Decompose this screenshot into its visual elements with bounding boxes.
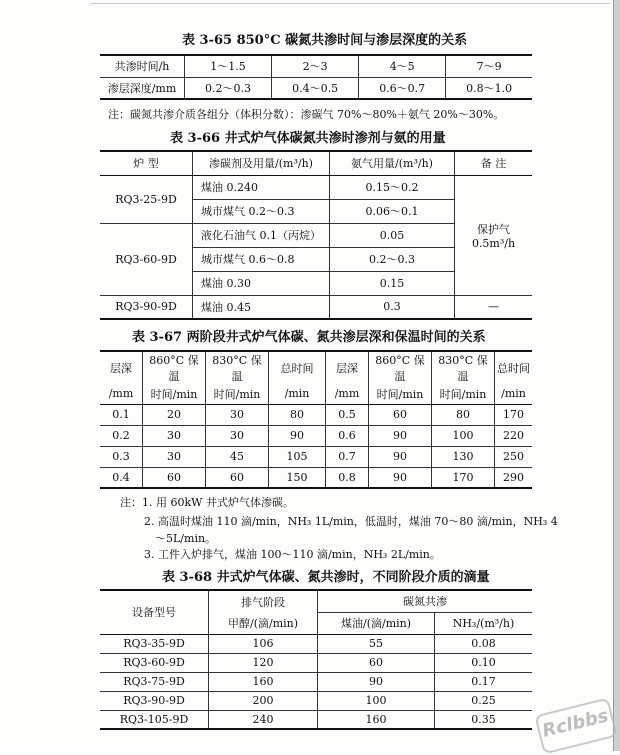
table-cell: 0.3 [100, 446, 143, 467]
table-cell: 100 [432, 425, 495, 446]
table-3-66-caption: 表 3-66 井式炉气体碳氮共渗时渗剂与氨的用量 [170, 131, 446, 146]
page-edge [613, 0, 620, 751]
table-3-67-caption: 表 3-67 两阶段井式炉气体碳、氮共渗层深和保温时间的关系 [132, 330, 486, 345]
table-cell: 0.2 [100, 425, 143, 446]
column-header: 氨气用量/(m³/h) [330, 151, 455, 175]
table-cell: 45 [206, 446, 269, 467]
table-cell: 240 [209, 710, 318, 729]
table-cell: 煤油 0.30 [193, 271, 330, 295]
table-cell: 90 [369, 446, 432, 467]
table-cell: 0.15 [330, 271, 455, 295]
table-cell: 城市煤气 0.2～0.3 [193, 199, 330, 223]
column-header: /min [495, 384, 533, 404]
remark-cell: 保护气 0.5m³/h [455, 175, 533, 295]
table-cell: 290 [495, 467, 533, 488]
table-cell: 80 [269, 404, 326, 425]
table-row [100, 672, 532, 691]
furnace-cell: RQ3-25-9D [100, 175, 193, 223]
table-cell: 200 [209, 691, 318, 710]
table-3-66 [100, 150, 532, 320]
table-header-row [100, 590, 532, 612]
table-cell: RQ3-60-9D [100, 653, 209, 672]
table-cell: 0.10 [435, 653, 533, 672]
table-cell: 150 [269, 467, 326, 488]
table-cell: 105 [269, 446, 326, 467]
table-cell: 0.15～0.2 [330, 175, 455, 199]
table-cell: 106 [209, 634, 318, 653]
table-row [100, 404, 532, 425]
table-3-65 [100, 54, 532, 100]
table-3-65-note: 注：碳氮共渗介质各组分（体积分数）：渗碳气 70%～80%＋氨气 20%～30%。 [108, 108, 505, 121]
column-header: 碳氮共渗 [318, 590, 533, 612]
table-cell: 0.5 [326, 404, 369, 425]
table-row [100, 295, 532, 319]
row-label: 共渗时间/h [100, 55, 185, 77]
table-cell: 0.4～0.5 [272, 77, 359, 99]
column-header: 层深 [326, 351, 369, 384]
column-header: 860°C 保温 [369, 351, 432, 384]
column-header: 排气阶段 [209, 590, 318, 612]
table-cell: 0.35 [435, 710, 533, 729]
table-3-67-note-2: 2. 高温时煤油 110 滴/min，NH₃ 1L/min，低温时，煤油 70～80 滴/min，NH₃ 4 [144, 515, 558, 528]
table-cell: 90 [369, 467, 432, 488]
column-header: 总时间 [495, 351, 533, 384]
table-cell: 160 [209, 672, 318, 691]
table-row [100, 634, 532, 653]
column-header: 时间/min [143, 384, 206, 404]
table-cell: 0.6 [326, 425, 369, 446]
column-header: 甲醇/(滴/min) [209, 612, 318, 634]
table-cell: 液化石油气 0.1（丙烷） [193, 223, 330, 247]
column-header: 时间/min [432, 384, 495, 404]
table-cell: 55 [318, 634, 435, 653]
table-cell: 0.3 [330, 295, 455, 319]
table-cell: 0.7 [326, 446, 369, 467]
table-cell: 0.06～0.1 [330, 199, 455, 223]
table-cell: RQ3-90-9D [100, 691, 209, 710]
table-cell: 1～1.5 [185, 55, 272, 77]
column-header: 设备型号 [100, 590, 209, 634]
table-row [100, 55, 532, 77]
table-cell: 0.25 [435, 691, 533, 710]
table-cell: 0.8 [326, 467, 369, 488]
table-row [100, 425, 532, 446]
remark-cell: — [455, 295, 533, 319]
table-cell: 煤油 0.45 [193, 295, 330, 319]
table-cell: 90 [269, 425, 326, 446]
table-3-67-note-2-cont: ～5L/min。 [155, 532, 217, 545]
table-cell: RQ3-105-9D [100, 710, 209, 729]
table-row [100, 467, 532, 488]
column-header: 830°C 保温 [206, 351, 269, 384]
table-cell: 30 [206, 404, 269, 425]
table-cell: 7～9 [446, 55, 532, 77]
table-cell: 0.4 [100, 467, 143, 488]
table-row [100, 175, 532, 199]
table-cell: 160 [318, 710, 435, 729]
table-cell: 60 [318, 653, 435, 672]
column-header: /mm [100, 384, 143, 404]
table-cell: 0.8～1.0 [446, 77, 532, 99]
table-cell: 30 [206, 425, 269, 446]
table-3-67-note-3: 3. 工件入炉排气，煤油 100～110 滴/min，NH₃ 2L/min。 [144, 548, 441, 561]
table-cell: 0.05 [330, 223, 455, 247]
column-header: 备 注 [455, 151, 533, 175]
table-cell: 250 [495, 446, 533, 467]
table-cell: 20 [143, 404, 206, 425]
table-row [100, 77, 532, 99]
table-cell: 0.2～0.3 [185, 77, 272, 99]
column-header: 层深 [100, 351, 143, 384]
table-cell: RQ3-35-9D [100, 634, 209, 653]
table-cell: 170 [432, 467, 495, 488]
table-cell: 30 [143, 446, 206, 467]
column-header: 时间/min [369, 384, 432, 404]
table-cell: 60 [143, 467, 206, 488]
table-cell: 煤油 0.240 [193, 175, 330, 199]
table-row [100, 653, 532, 672]
table-row [100, 691, 532, 710]
table-cell: 0.2～0.3 [330, 247, 455, 271]
page-top-rule [90, 0, 610, 4]
column-header: 炉 型 [100, 151, 193, 175]
table-cell: 220 [495, 425, 533, 446]
table-cell: 4～5 [359, 55, 446, 77]
table-cell: RQ3-75-9D [100, 672, 209, 691]
table-cell: 80 [432, 404, 495, 425]
table-header-row [100, 384, 532, 404]
table-header-row [100, 151, 532, 175]
table-header-row [100, 351, 532, 384]
column-header: 煤油/(滴/min) [318, 612, 435, 634]
table-cell: 2～3 [272, 55, 359, 77]
table-cell: 0.17 [435, 672, 533, 691]
table-cell: 170 [495, 404, 533, 425]
table-3-68-caption: 表 3-68 井式炉气体碳、氮共渗时，不同阶段介质的滴量 [162, 570, 490, 585]
table-cell: 0.08 [435, 634, 533, 653]
table-cell: 60 [369, 404, 432, 425]
table-cell: 130 [432, 446, 495, 467]
column-header: 830°C 保温 [432, 351, 495, 384]
column-header: 860°C 保温 [143, 351, 206, 384]
table-cell: 90 [369, 425, 432, 446]
column-header: 时间/min [206, 384, 269, 404]
table-3-65-caption: 表 3-65 850°C 碳氮共渗时间与渗层深度的关系 [182, 33, 468, 48]
table-cell: 0.1 [100, 404, 143, 425]
table-3-67 [100, 350, 532, 489]
table-cell: 30 [143, 425, 206, 446]
table-3-68 [100, 589, 532, 730]
table-cell: 90 [318, 672, 435, 691]
column-header: /mm [326, 384, 369, 404]
furnace-cell: RQ3-60-9D [100, 223, 193, 295]
column-header: NH₃/(m³/h) [435, 612, 533, 634]
row-label: 渗层深度/mm [100, 77, 185, 99]
table-cell: 城市煤气 0.6～0.8 [193, 247, 330, 271]
column-header: 渗碳剂及用量/(m³/h) [193, 151, 330, 175]
table-cell: 0.6～0.7 [359, 77, 446, 99]
table-cell: 100 [318, 691, 435, 710]
watermark-logo: Rclbbs [534, 697, 617, 754]
table-cell: 120 [209, 653, 318, 672]
table-cell: 60 [206, 467, 269, 488]
table-row [100, 446, 532, 467]
column-header: /min [269, 384, 326, 404]
furnace-cell: RQ3-90-9D [100, 295, 193, 319]
column-header: 总时间 [269, 351, 326, 384]
table-row [100, 710, 532, 729]
table-3-67-note-1: 注：1. 用 60kW 井式炉气体渗碳。 [120, 496, 294, 509]
